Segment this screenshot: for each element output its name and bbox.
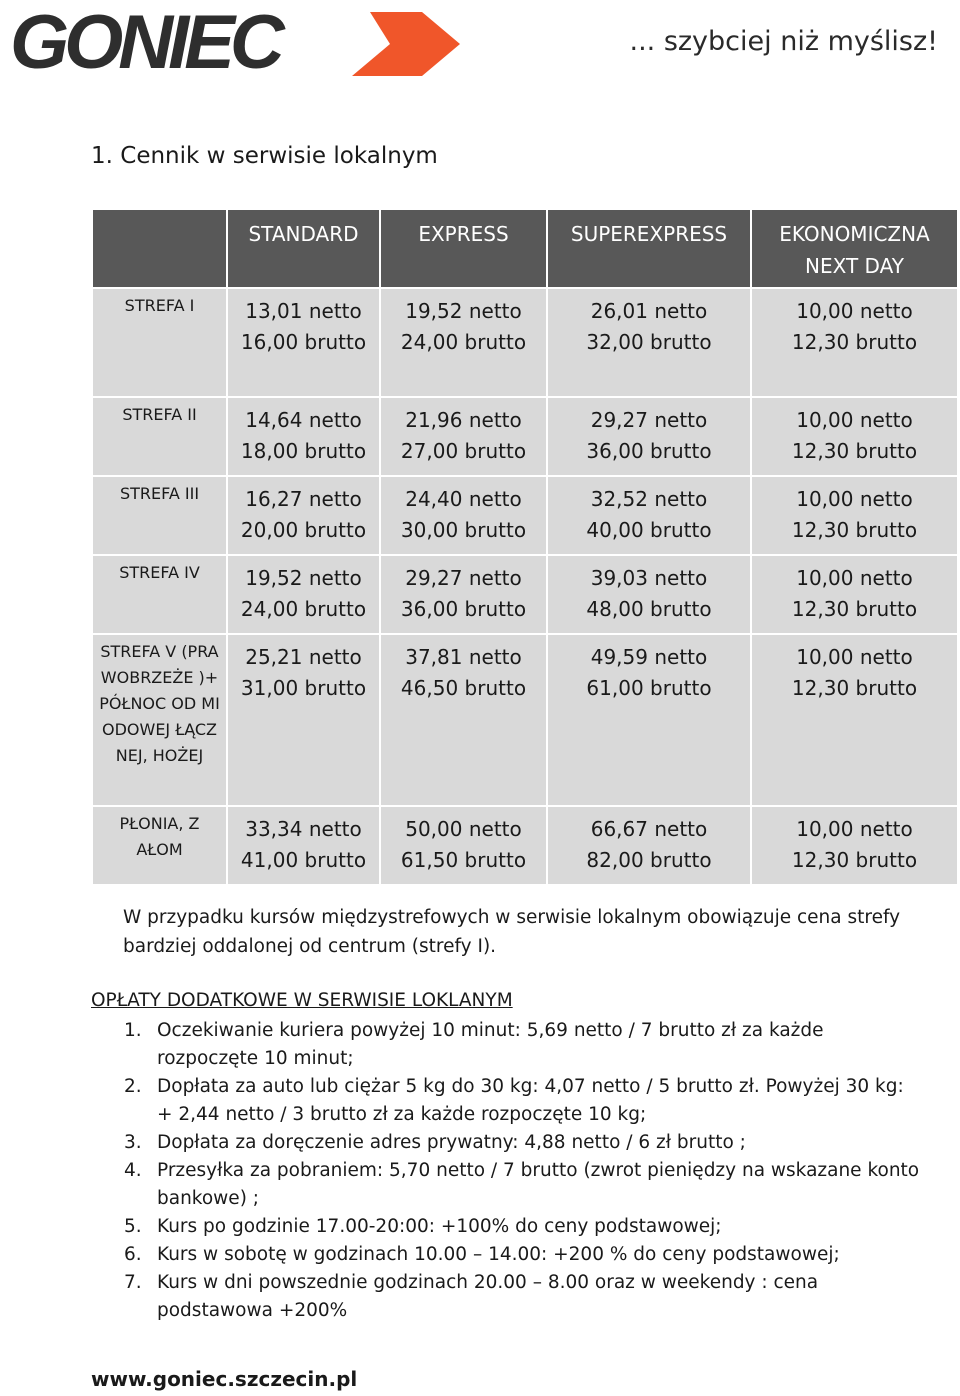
zone-label-text: PŁONIA, ZAŁOM: [119, 814, 200, 859]
price-netto: 39,03 netto: [590, 566, 708, 590]
price-brutto: 12,30 brutto: [791, 330, 918, 354]
price-cell: [381, 556, 546, 633]
list-item: [124, 1157, 924, 1213]
zone-label: [93, 289, 226, 396]
column-header-zone: [93, 210, 226, 287]
price-cell: [228, 807, 379, 884]
price-brutto: 27,00 brutto: [400, 439, 527, 463]
footer-url[interactable]: www.goniec.szczecin.pl: [91, 1367, 358, 1391]
price-brutto: 48,00 brutto: [586, 597, 712, 621]
column-header-superexpress: SUPEREXPRESS: [548, 210, 750, 287]
price-brutto: 36,00 brutto: [586, 439, 712, 463]
zone-label-text: STREFA I: [124, 296, 195, 315]
price-brutto: 18,00 brutto: [240, 439, 367, 463]
list-item-text: Kurs po godzinie 17.00-20:00: +100% do ceny podstawowej;: [157, 1216, 722, 1237]
price-brutto: 12,30 brutto: [791, 518, 918, 542]
price-cell: [228, 556, 379, 633]
list-item: [124, 1241, 924, 1269]
list-item: [124, 1129, 924, 1157]
list-item-number: 2.: [124, 1076, 142, 1097]
table-row: [93, 289, 957, 396]
price-brutto: 12,30 brutto: [791, 597, 918, 621]
price-cell: [548, 556, 750, 633]
list-item-number: 4.: [124, 1160, 142, 1181]
price-brutto: 61,50 brutto: [400, 848, 527, 872]
list-item-text: Oczekiwanie kuriera powyżej 10 minut: 5,69 netto / 7 brutto zł za każde rozpoczęte 10 minut;: [157, 1020, 824, 1069]
price-netto: 49,59 netto: [590, 645, 708, 669]
price-netto: 29,27 netto: [590, 408, 708, 432]
zone-label: [93, 398, 226, 475]
price-brutto: 31,00 brutto: [240, 676, 367, 700]
price-brutto: 46,50 brutto: [400, 676, 527, 700]
price-cell: [228, 398, 379, 475]
price-cell: [752, 807, 957, 884]
price-cell: [548, 477, 750, 554]
price-cell: [752, 398, 957, 475]
zone-label: [93, 807, 226, 884]
list-item: [124, 1269, 924, 1325]
price-cell: [228, 635, 379, 805]
price-brutto: 30,00 brutto: [400, 518, 527, 542]
list-item-text: Kurs w sobotę w godzinach 10.00 – 14.00: +200 % do ceny podstawowej;: [157, 1244, 840, 1265]
price-netto: 21,96 netto: [405, 408, 522, 432]
price-cell: [381, 289, 546, 396]
zone-label: [93, 477, 226, 554]
logo-text: GONIEC: [10, 0, 280, 85]
price-netto: 10,00 netto: [796, 645, 913, 669]
price-netto: 16,27 netto: [245, 487, 362, 511]
price-cell: [752, 635, 957, 805]
zone-label-text: STREFA V (PRAWOBRZEŻE )+ PÓŁNOC OD MIODOWEJ ŁĄCZNEJ, HOŻEJ: [99, 642, 220, 765]
price-cell: [381, 477, 546, 554]
price-netto: 33,34 netto: [245, 817, 362, 841]
fees-title: OPŁATY DODATKOWE W SERWISIE LOKLANYM: [91, 990, 513, 1011]
price-brutto: 12,30 brutto: [791, 848, 918, 872]
section-title: 1. Cennik w serwisie lokalnym: [91, 143, 438, 169]
fees-list: [124, 1017, 924, 1325]
zone-label-text: STREFA II: [122, 405, 197, 424]
price-netto: 37,81 netto: [405, 645, 522, 669]
column-header-standard: STANDARD: [228, 210, 379, 287]
list-item-number: 3.: [124, 1132, 142, 1153]
goniec-logo: [10, 0, 460, 85]
table-row: [93, 477, 957, 554]
zone-label: [93, 556, 226, 633]
price-cell: [752, 477, 957, 554]
list-item-number: 5.: [124, 1216, 142, 1237]
zone-note: W przypadku kursów międzystrefowych w serwisie lokalnym obowiązuje cena strefy bardziej oddalonej od centrum (strefy I).: [123, 907, 901, 957]
table-row: [93, 556, 957, 633]
price-netto: 19,52 netto: [405, 299, 522, 323]
column-header-express: EXPRESS: [381, 210, 546, 287]
table-row: [93, 635, 957, 805]
price-netto: 10,00 netto: [796, 408, 913, 432]
column-header-ekonomiczna: EKONOMICZNA NEXT DAY: [752, 210, 957, 287]
price-brutto: 36,00 brutto: [400, 597, 527, 621]
price-netto: 66,67 netto: [590, 817, 708, 841]
logo-arrow-icon: [352, 12, 460, 76]
price-brutto: 16,00 brutto: [240, 330, 367, 354]
price-netto: 10,00 netto: [796, 487, 913, 511]
price-cell: [381, 635, 546, 805]
price-netto: 13,01 netto: [245, 299, 362, 323]
zone-label-text: STREFA III: [119, 484, 200, 503]
zone-label-text: STREFA IV: [119, 563, 200, 582]
price-cell: [752, 556, 957, 633]
price-brutto: 12,30 brutto: [791, 676, 918, 700]
price-netto: 26,01 netto: [590, 299, 708, 323]
list-item-number: 6.: [124, 1244, 142, 1265]
price-cell: [381, 398, 546, 475]
price-cell: [548, 398, 750, 475]
price-brutto: 12,30 brutto: [791, 439, 918, 463]
list-item: [124, 1073, 924, 1129]
price-brutto: 32,00 brutto: [586, 330, 712, 354]
price-netto: 19,52 netto: [245, 566, 362, 590]
list-item-text: Kurs w dni powszednie godzinach 20.00 – 8.00 oraz w weekendy : cena podstawowa +200%: [157, 1272, 819, 1321]
price-netto: 25,21 netto: [245, 645, 362, 669]
slogan: ... szybciej niż myślisz!: [629, 26, 938, 57]
list-item: [124, 1213, 924, 1241]
price-cell: [548, 289, 750, 396]
list-item: [124, 1017, 924, 1073]
price-brutto: 41,00 brutto: [240, 848, 367, 872]
price-cell: [228, 289, 379, 396]
list-item-text: Dopłata za auto lub ciężar 5 kg do 30 kg: 4,07 netto / 5 brutto zł. Powyżej 30 kg: + 2,44 netto / 3 brutto zł za każde rozpoczęte 10 kg;: [157, 1076, 904, 1125]
price-brutto: 40,00 brutto: [586, 518, 712, 542]
price-netto: 10,00 netto: [796, 566, 913, 590]
price-brutto: 20,00 brutto: [240, 518, 367, 542]
price-cell: [381, 807, 546, 884]
price-netto: 14,64 netto: [245, 408, 362, 432]
price-netto: 32,52 netto: [590, 487, 708, 511]
price-table: [91, 208, 959, 886]
list-item-number: 7.: [124, 1272, 142, 1293]
price-netto: 10,00 netto: [796, 817, 913, 841]
price-cell: [752, 289, 957, 396]
price-netto: 50,00 netto: [405, 817, 522, 841]
table-header-row: [93, 210, 957, 287]
price-cell: [548, 635, 750, 805]
price-brutto: 82,00 brutto: [586, 848, 712, 872]
list-item-number: 1.: [124, 1020, 142, 1041]
zone-label: [93, 635, 226, 805]
price-brutto: 24,00 brutto: [240, 597, 367, 621]
price-cell: [228, 477, 379, 554]
price-cell: [548, 807, 750, 884]
list-item-text: Przesyłka za pobraniem: 5,70 netto / 7 brutto (zwrot pieniędzy na wskazane konto bankowe) ;: [157, 1160, 920, 1209]
price-brutto: 61,00 brutto: [586, 676, 712, 700]
table-row: [93, 398, 957, 475]
table-row: [93, 807, 957, 884]
price-netto: 24,40 netto: [405, 487, 522, 511]
list-item-text: Dopłata za doręczenie adres prywatny: 4,88 netto / 6 zł brutto ;: [157, 1132, 746, 1153]
price-netto: 10,00 netto: [796, 299, 913, 323]
price-brutto: 24,00 brutto: [400, 330, 527, 354]
price-netto: 29,27 netto: [405, 566, 522, 590]
